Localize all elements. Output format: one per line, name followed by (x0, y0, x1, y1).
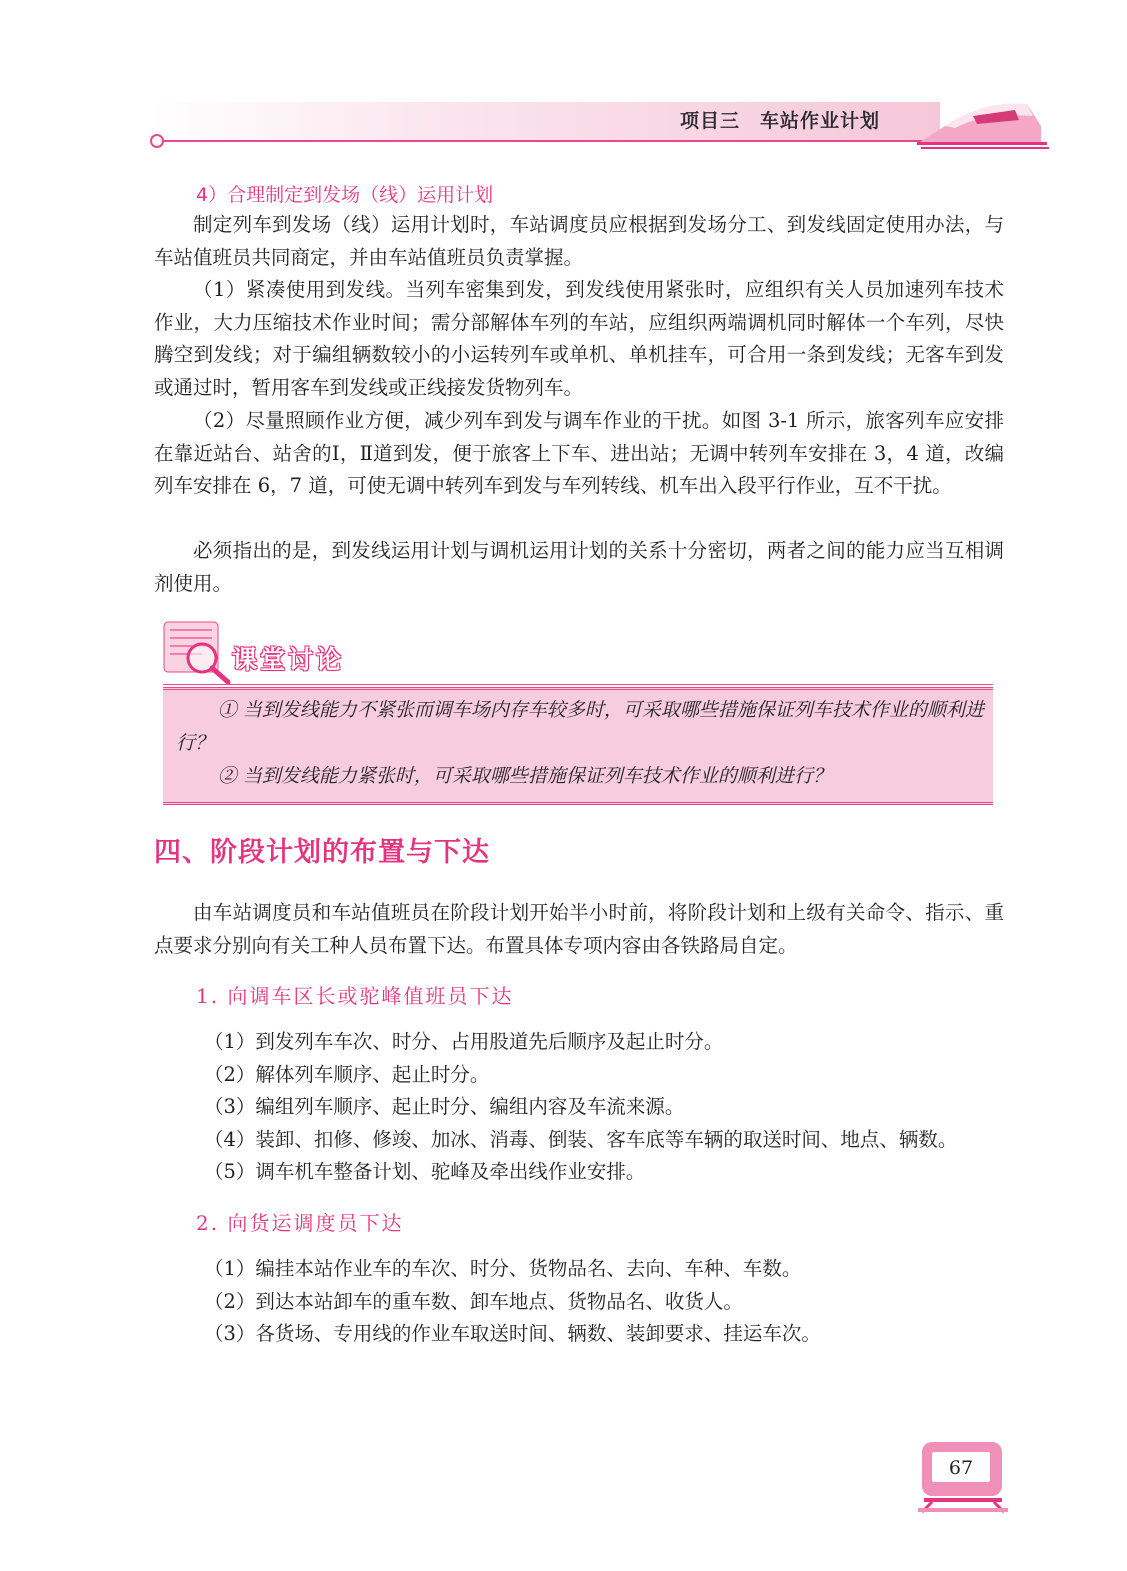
list-1 (204, 1026, 1024, 1189)
section-intro: 由车站调度员和车站值班员在阶段计划开始半小时前，将阶段计划和上级有关命令、指示、重点要求分别向有关工种人员布置下达。布置具体专项内容由各铁路局自定。 (154, 901, 1004, 957)
paragraph-3: 必须指出的是，到发线运用计划与调机运用计划的关系十分密切，两者之间的能力应当互相调剂使用。 (154, 539, 1004, 595)
list-item: （3）各货场、专用线的作业车取送时间、辆数、装卸要求、挂运车次。 (204, 1322, 821, 1345)
paragraph-2: （2）尽量照顾作业方便，减少列车到发与调车作业的干扰。如图 3-1 所示，旅客列车应安排在靠近站台、站舍的Ⅰ，Ⅱ道到发，便于旅客上下车、进出站；无调中转列车安排在 3，4 道，改编列车安排在 6，7 道，可使无调中转列车到发与车列转线、机车出入段平行作业，互不干扰。 (154, 409, 1004, 497)
list-2 (204, 1253, 1024, 1351)
list-item: （1）到发列车车次、时分、占用股道先后顺序及起止时分。 (204, 1030, 724, 1053)
chapter-title: 项目三 车站作业计划 (680, 110, 881, 132)
train-icon (915, 96, 1050, 154)
list-item: （5）调车机车整备计划、驼峰及牵出线作业安排。 (204, 1160, 646, 1183)
paragraph-1: （1）紧凑使用到发线。当列车密集到发，到发线使用紧张时，应组织有关人员加速列车技术作业，大力压缩技术作业时间；需分部解体车列的车站，应组织两端调机同时解体一个车列，尽快腾空到发线；对于编组辆数较小的小运转列车或单机、单机挂车，可合用一条到发线；无客车到发或通过时，暂用客车到发线或正线接发货物列车。 (154, 278, 1004, 399)
list-item: （4）装卸、扣修、修竣、加冰、消毒、倒装、客车底等车辆的取送时间、地点、辆数。 (204, 1127, 958, 1151)
list-item: （1）编挂本站作业车的车次、时分、货物品名、去向、车种、车数。 (204, 1257, 802, 1280)
subheading-1: 1. 向调车区长或驼峰值班员下达 (196, 984, 514, 1008)
magnifier-icon (162, 618, 242, 688)
header-rule (160, 140, 1030, 142)
discussion-label: 课堂讨论 (232, 645, 345, 674)
subsection-heading: 4）合理制定到发场（线）运用计划 (196, 184, 494, 206)
page-number: 67 (948, 1457, 974, 1479)
list-item: （3）编组列车顺序、起止时分、编组内容及车流来源。 (204, 1095, 685, 1118)
discussion-questions (176, 694, 984, 793)
discussion-border-bottom (163, 802, 993, 803)
discussion-border-top (163, 684, 993, 685)
subheading-2: 2. 向货运调度员下达 (196, 1211, 404, 1235)
list-item: （2）解体列车顺序、起止时分。 (204, 1062, 490, 1086)
header-rule-dot (150, 134, 164, 148)
discussion-question-2: ② 当到发线能力紧张时，可采取哪些措施保证列车技术作业的顺利进行？ (217, 765, 832, 787)
list-item: （2）到达本站卸车的重车数、卸车地点、货物品名、收货人。 (204, 1289, 743, 1313)
paragraph-intro: 制定列车到发场（线）运用计划时，车站调度员应根据到发场分工、到发线固定使用办法，与车站值班员共同商定，并由车站值班员负责掌握。 (154, 213, 1004, 269)
section-heading: 四、阶段计划的布置与下达 (154, 837, 490, 868)
discussion-question-1: ① 当到发线能力不紧张而调车场内存车较多时，可采取哪些措施保证列车技术作业的顺利进行？ (176, 699, 984, 754)
